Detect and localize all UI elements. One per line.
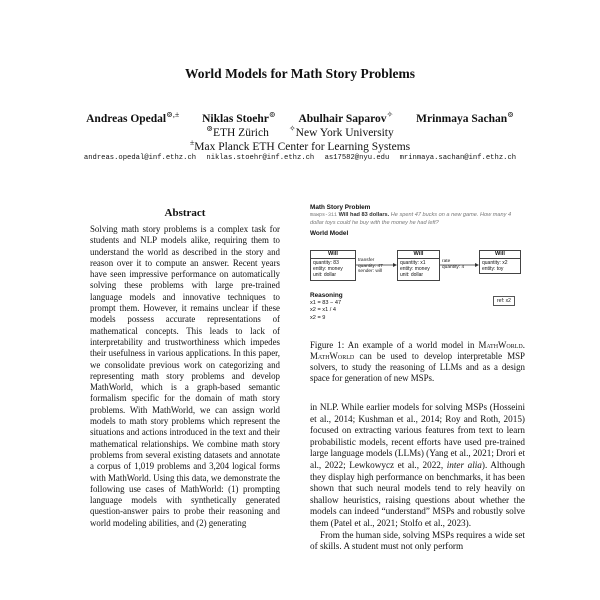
- paragraph: From the human side, solving MSPs requires a wide set of skills. A student must not only perform: [310, 529, 525, 552]
- paragraph: in NLP. While earlier models for solving MSPs (Hosseini et al., 2014; Kushman et al., 2014; Roy and Roth, 2015) focused on extracting various features from text to learn probabilistic models, recent efforts have used pre-trained large language models (LLMs) (Yang et al., 2021; Drori et al., 2022; Lewkowycz et al., 2022, inter alia). Although they display high performance on benchmarks, it has been shown that such neural models tend to rely heavily on shallow heuristics, raising questions about whether the models can indeed “understand” MSPs and robustly solve them (Patel et al., 2021; Stolfo et al., 2023).: [310, 402, 526, 528]
- author: Abulhair Saparov✧: [298, 110, 394, 125]
- reasoning-step: x2 = 9: [310, 314, 326, 321]
- problem-text: mawps-311 Will had 83 dollars. He spent 47 bucks on a new game. How many 4 dollar toys could he buy with the money he had left?: [310, 212, 512, 226]
- abstract-heading: Abstract: [164, 207, 206, 219]
- author: Mrinmaya Sachan⊚: [416, 110, 514, 125]
- abstract-body: [90, 224, 280, 529]
- paper-title: World Models for Math Story Problems: [184, 66, 416, 81]
- problem-heading: Math Story Problem: [310, 204, 371, 211]
- relation-rate: rate quantity: 4: [442, 259, 465, 270]
- world-model-heading: World Model: [310, 230, 349, 237]
- email[interactable]: mrinmaya.sachan@inf.ethz.ch: [399, 154, 517, 162]
- reasoning-steps: [310, 300, 341, 322]
- reasoning-step: x2 = x1 / 4: [310, 307, 336, 314]
- affiliation-line-1: ⊚ETH Zürich ✧New York University: [206, 124, 394, 139]
- figure-caption: Figure 1: An example of a world model in MathWorld. MathWorld can be used to develop interpretable MSP solvers, to study the reasoning of LLMs and as a design space for generation of new MSPs.: [310, 340, 525, 383]
- body-text: [310, 402, 525, 553]
- container-node: Will quantity: 83 entity: money unit: dollar: [310, 250, 356, 281]
- email[interactable]: niklas.stoehr@inf.ethz.ch: [206, 154, 315, 162]
- email[interactable]: andreas.opedal@inf.ethz.ch: [83, 154, 197, 162]
- container-node: Will quantity: x1 entity: money unit: dollar: [397, 250, 440, 281]
- reasoning-step: x1 = 83 − 47: [310, 300, 342, 306]
- figure-1: [310, 204, 525, 321]
- author: Niklas Stoehr⊚: [202, 110, 276, 125]
- email-list: [0, 154, 600, 162]
- affiliation-line-2: ±Max Planck ETH Center for Learning Systems: [189, 138, 411, 153]
- abstract-text: Solving math story problems is a complex task for students and NLP models alike, requiring them to understand the world as described in the story and reason over it to compute an answer. Recent years have seen impressive performance on automatically solving these problems with large pre-trained language models and innovative techniques to prompt them. However, it remains unclear if these models possess accurate representations of mathematical concepts. This leads to lack of interpretability and trustworthiness which impedes their usefulness in various applications. In this paper, we consolidate previous work on categorizing and representing math story problems and develop MathWorld, which is a graph-based semantic formalism specific for the domain of math story problems. With MathWorld, we can assign world models to math story problems which represent the situations and actions introduced in the text and their mathematical relationships. We combine math story problems from several existing datasets and annotate a corpus of 1,019 problems and 3,204 logical forms with MathWorld. Using this data, we demonstrate the following use cases of MathWorld: (1) prompting language models with synthetically generated question-answer pairs to probe their reasoning and world modeling abilities, and (2) generating: [90, 224, 280, 528]
- email[interactable]: as17582@nyu.edu: [324, 154, 390, 162]
- author-list: [0, 110, 600, 125]
- author: Andreas Opedal⊚,±: [86, 110, 180, 125]
- container-node: Will quantity: x2 entity: toy: [479, 250, 521, 274]
- relation-transfer: transfer quantity: 47 sender: will: [358, 258, 383, 275]
- reasoning-heading: Reasoning: [310, 292, 343, 299]
- reference-box: ref: x2: [493, 296, 515, 306]
